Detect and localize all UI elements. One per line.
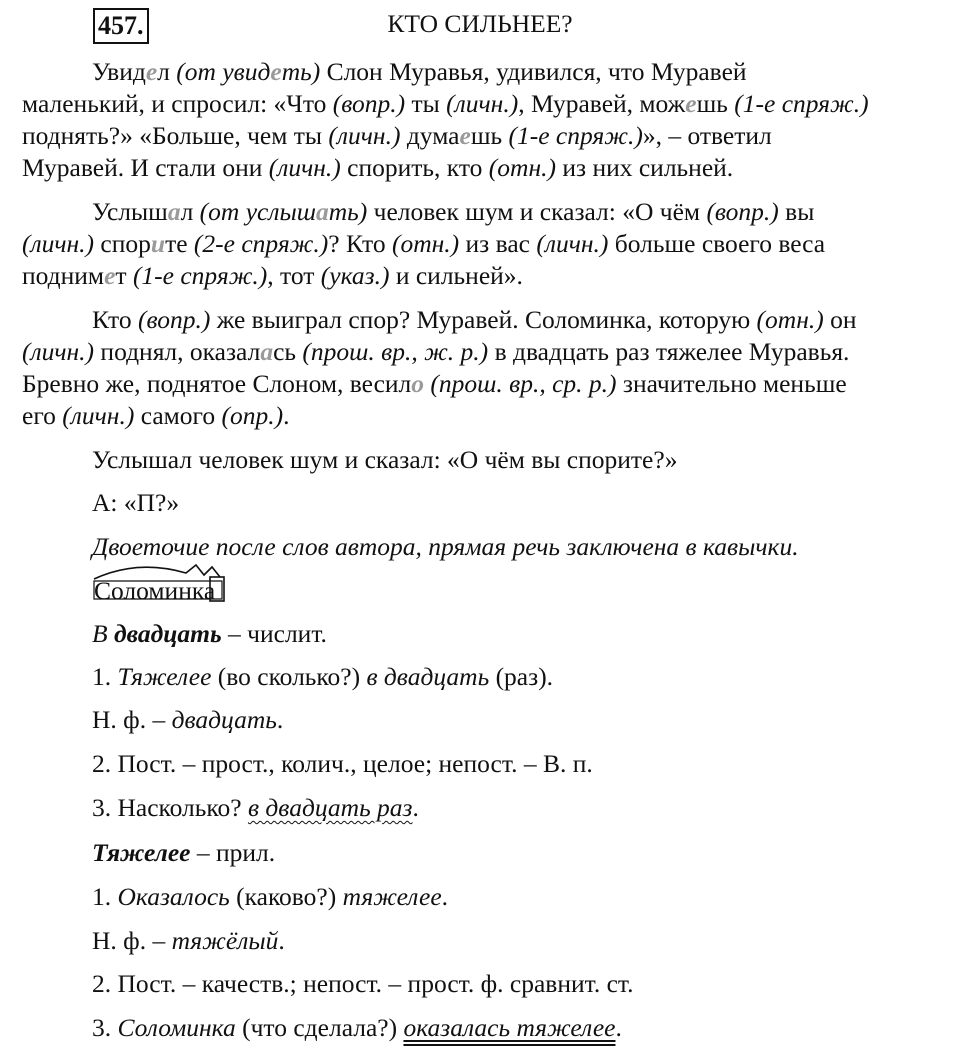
text-line: Увидел (от увидеть) Слон Муравья, удивился, что Муравей <box>92 57 747 86</box>
sentence-member-underline: в двадцать раз <box>247 793 413 822</box>
predicate-underline: оказалась тяжелее <box>403 1013 616 1042</box>
morpheme-word: Соломинка <box>92 575 217 607</box>
exercise-number: 457. <box>93 8 149 44</box>
adjective-initial-form: Н. ф. – тяжёлый. <box>92 926 285 955</box>
spelling-letter: е <box>104 261 116 290</box>
spelling-letter: а <box>315 197 329 226</box>
text-line: его (личн.) самого (опр.). <box>22 401 290 430</box>
spelling-letter: и <box>150 229 166 258</box>
numeral-point-2: 2. Пост. – прост., колич., целое; непост. – В. п. <box>92 749 593 778</box>
text-line: Бревно же, поднятое Слоном, весило (прош. вр., ср. р.) значительно меньше <box>22 369 847 398</box>
text-line: Услышал (от услышать) человек шум и сказал: «О чём (вопр.) вы <box>92 197 815 226</box>
text-line: маленький, и спросил: «Что (вопр.) ты (личн.), Муравей, можешь (1-е спряж.) <box>22 89 869 118</box>
punctuation-scheme: А: «П?» <box>92 488 180 517</box>
text-line: Муравей. И стали они (личн.) спорить, кто (отн.) из них сильней. <box>22 153 734 182</box>
spelling-letter: е <box>270 57 282 86</box>
exercise-title: КТО СИЛЬНЕЕ? <box>387 9 573 38</box>
punctuation-rule: Двоеточие после слов автора, прямая речь заключена в кавычки. <box>92 532 799 561</box>
text-line: (личн.) поднял, оказалась (прош. вр., ж. р.) в двадцать раз тяжелее Муравья. <box>22 337 850 366</box>
adjective-point-3: 3. Соломинка (что сделала?) оказалась тяжелее. <box>92 1013 622 1042</box>
text-line: поднимет (1-е спряж.), тот (указ.) и сильней». <box>22 261 523 290</box>
text-line: поднять?» «Больше, чем ты (личн.) думаешь (1-е спряж.)», – ответил <box>22 121 772 150</box>
spelling-letter: о <box>411 369 425 398</box>
spelling-letter: е <box>145 57 158 86</box>
text-line: Кто (вопр.) же выиграл спор? Муравей. Соломинка, которую (отн.) он <box>92 305 857 334</box>
numeral-point-1: 1. Тяжелее (во сколько?) в двадцать (раз). <box>92 662 554 691</box>
numeral-point-3: 3. Насколько? в двадцать раз. <box>92 793 419 822</box>
morpheme-marks <box>92 563 232 607</box>
numeral-initial-form: Н. ф. – двадцать. <box>92 705 284 734</box>
adjective-header: Тяжелее – прил. <box>92 838 276 867</box>
spelling-letter: е <box>459 121 471 150</box>
numeral-header: В двадцать – числит. <box>92 619 327 648</box>
spelling-letter: а <box>260 337 274 366</box>
text-line: (личн.) спорите (2-е спряж.)? Кто (отн.) из вас (личн.) больше своего веса <box>22 229 826 258</box>
adjective-point-2: 2. Пост. – качеств.; непост. – прост. ф. сравнит. ст. <box>92 969 634 998</box>
adjective-point-1: 1. Оказалось (каково?) тяжелее. <box>92 882 449 911</box>
spelling-letter: а <box>167 197 181 226</box>
spelling-letter: е <box>685 89 697 118</box>
analyzed-sentence: Услышал человек шум и сказал: «О чём вы спорите?» <box>92 445 678 474</box>
morpheme-analysis <box>92 575 942 607</box>
